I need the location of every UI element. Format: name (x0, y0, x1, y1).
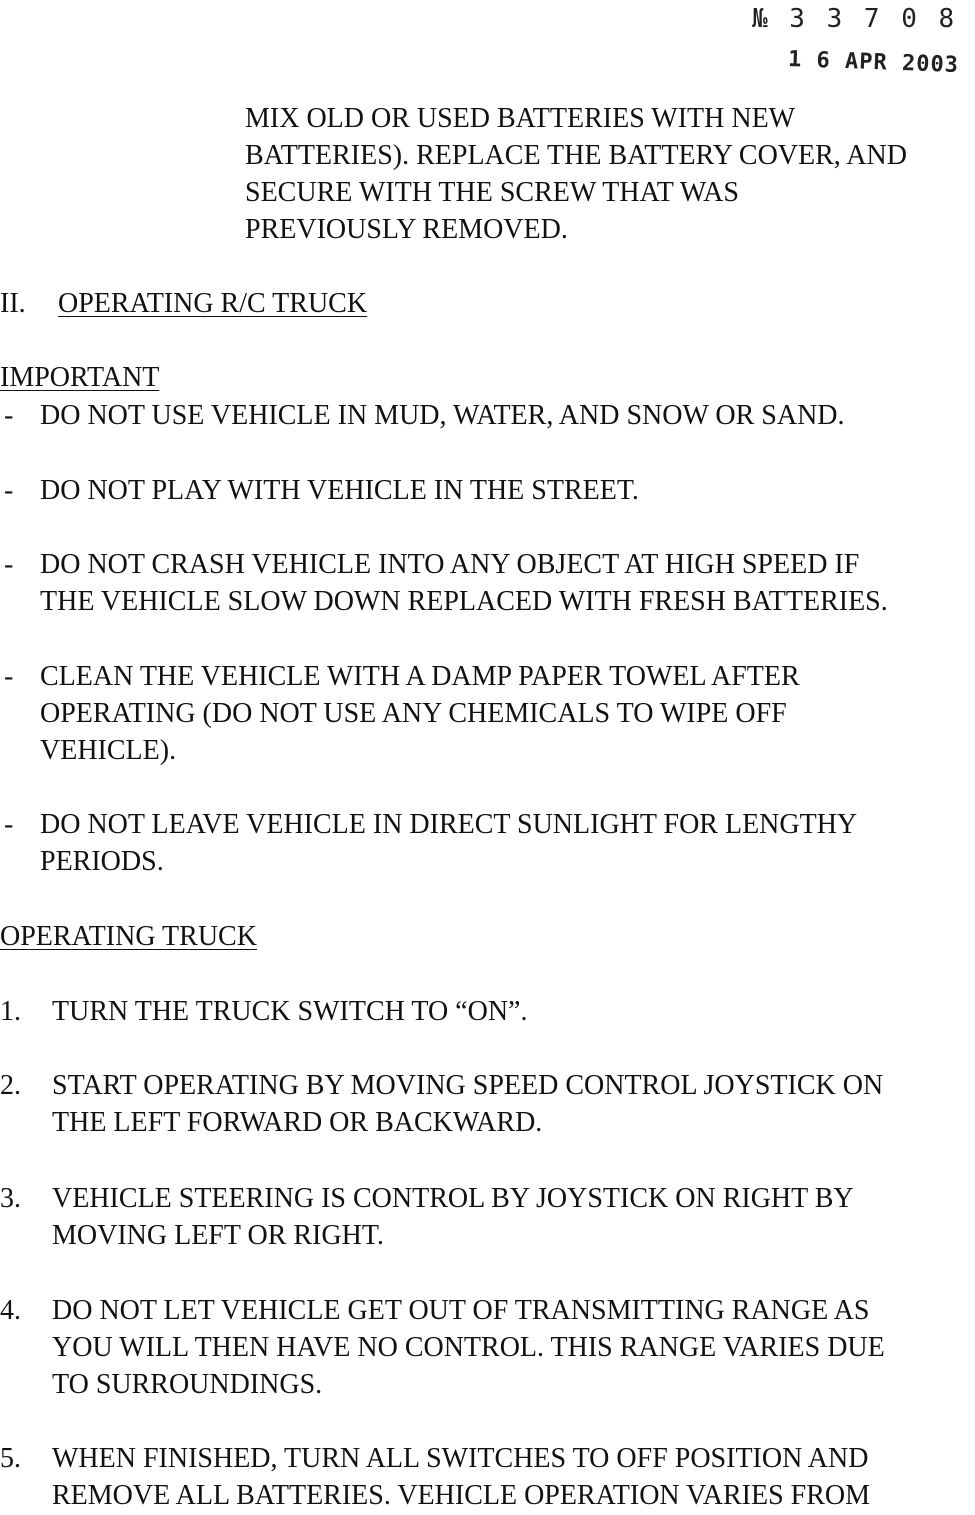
step-number: 3. (0, 1183, 21, 1214)
important-item-line: DO NOT USE VEHICLE IN MUD, WATER, AND SNOW OR SAND. (40, 400, 845, 431)
step-line: START OPERATING BY MOVING SPEED CONTROL JOYSTICK ON (52, 1070, 884, 1101)
step-line: TO SURROUNDINGS. (52, 1369, 323, 1400)
list-bullet: - (4, 549, 14, 580)
important-item-line: OPERATING (DO NOT USE ANY CHEMICALS TO WIPE OFF (40, 698, 787, 729)
step-line: TURN THE TRUCK SWITCH TO “ON”. (52, 996, 528, 1027)
step-line: YOU WILL THEN HAVE NO CONTROL. THIS RANGE VARIES DUE (52, 1332, 885, 1363)
important-item-line: CLEAN THE VEHICLE WITH A DAMP PAPER TOWEL AFTER (40, 661, 800, 692)
section-number: II. (0, 288, 26, 319)
step-line: MOVING LEFT OR RIGHT. (52, 1220, 384, 1251)
list-bullet: - (4, 475, 14, 506)
step-line: THE LEFT FORWARD OR BACKWARD. (52, 1107, 543, 1138)
list-bullet: - (4, 661, 14, 692)
step-number: 4. (0, 1295, 21, 1326)
important-item-line: PERIODS. (40, 846, 164, 877)
step-line: REMOVE ALL BATTERIES. VEHICLE OPERATION VARIES FROM (52, 1480, 871, 1511)
step-line: VEHICLE STEERING IS CONTROL BY JOYSTICK ON RIGHT BY (52, 1183, 854, 1214)
section-title: OPERATING R/C TRUCK (58, 288, 368, 319)
important-heading: IMPORTANT (0, 362, 160, 393)
step-number: 2. (0, 1070, 21, 1101)
operating-heading: OPERATING TRUCK (0, 921, 257, 952)
intro-line: PREVIOUSLY REMOVED. (245, 214, 568, 245)
important-item-line: DO NOT CRASH VEHICLE INTO ANY OBJECT AT HIGH SPEED IF (40, 549, 860, 580)
step-number: 1. (0, 996, 21, 1027)
document-number-stamp: № 3 3 7 0 8 (752, 4, 958, 34)
list-bullet: - (4, 400, 14, 431)
step-number: 5. (0, 1443, 21, 1474)
important-item-line: DO NOT PLAY WITH VEHICLE IN THE STREET. (40, 475, 639, 506)
step-line: WHEN FINISHED, TURN ALL SWITCHES TO OFF POSITION AND (52, 1443, 869, 1474)
intro-line: BATTERIES). REPLACE THE BATTERY COVER, AND (245, 140, 907, 171)
date-stamp: 1 6 APR 2003 (787, 47, 960, 78)
intro-line: MIX OLD OR USED BATTERIES WITH NEW (245, 103, 796, 134)
list-bullet: - (4, 809, 14, 840)
important-item-line: DO NOT LEAVE VEHICLE IN DIRECT SUNLIGHT FOR LENGTHY (40, 809, 858, 840)
important-item-line: VEHICLE). (40, 735, 177, 766)
intro-line: SECURE WITH THE SCREW THAT WAS (245, 177, 739, 208)
important-item-line: THE VEHICLE SLOW DOWN REPLACED WITH FRESH BATTERIES. (40, 586, 888, 617)
step-line: DO NOT LET VEHICLE GET OUT OF TRANSMITTING RANGE AS (52, 1295, 870, 1326)
